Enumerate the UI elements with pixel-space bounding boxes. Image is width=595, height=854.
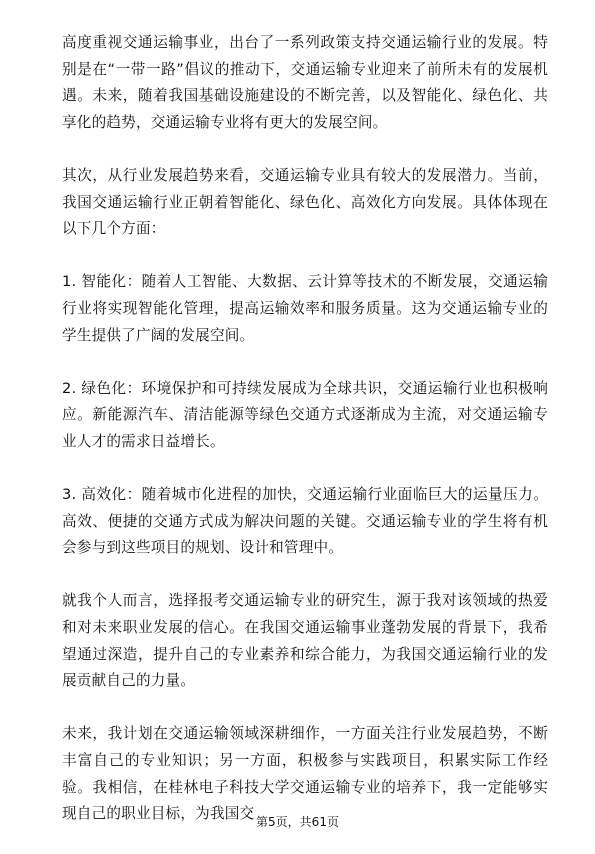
paragraph-2: 其次，从行业发展趋势来看，交通运输专业具有较大的发展潜力。当前，我国交通运输行业正朝着智能化、绿色化、高效化方向发展。具体体现在以下几个方面：	[62, 166, 548, 238]
paragraph-1: 高度重视交通运输事业，出台了一系列政策支持交通运输行业的发展。特别是在“一带一路”倡议的推动下，交通运输专业迎来了前所未有的发展机遇。未来，随着我国基础设施建设的不断完善，以及智能化、绿色化、共享化的趋势，交通运输专业将有更大的发展空间。	[62, 34, 548, 131]
paragraph-6: 就我个人而言，选择报考交通运输专业的研究生，源于我对该领域的热爱和对未来职业发展的信心。在我国交通运输事业蓬勃发展的背景下，我希望通过深造，提升自己的专业素养和综合能力，为我国交通运输行业的发展贡献自己的力量。	[62, 592, 548, 690]
page-number-footer: 第5页，共61页	[256, 815, 339, 829]
document-body	[62, 30, 548, 854]
paragraph-3: 1. 智能化：随着人工智能、大数据、云计算等技术的不断发展，交通运输行业将实现智能化管理，提高运输效率和服务质量。这为交通运输专业的学生提供了广阔的发展空间。	[62, 273, 548, 344]
paragraph-4: 2. 绿色化：环境保护和可持续发展成为全球共识，交通运输行业也积极响应。新能源汽车、清洁能源等绿色交通方式逐渐成为主流，对交通运输专业人才的需求日益增长。	[62, 379, 548, 450]
paragraph-5: 3. 高效化：随着城市化进程的加快，交通运输行业面临巨大的运量压力。高效、便捷的交通方式成为解决问题的关键。交通运输专业的学生将有机会参与到这些项目的规划、设计和管理中。	[62, 486, 548, 557]
paragraph-7: 未来，我计划在交通运输领域深耕细作，一方面关注行业发展趋势，不断丰富自己的专业知识；另一方面，积极参与实践项目，积累实际工作经验。我相信，在桂林电子科技大学交通运输专业的培养下，我一定能够实现自己的职业目标，为我国交	[62, 725, 548, 823]
